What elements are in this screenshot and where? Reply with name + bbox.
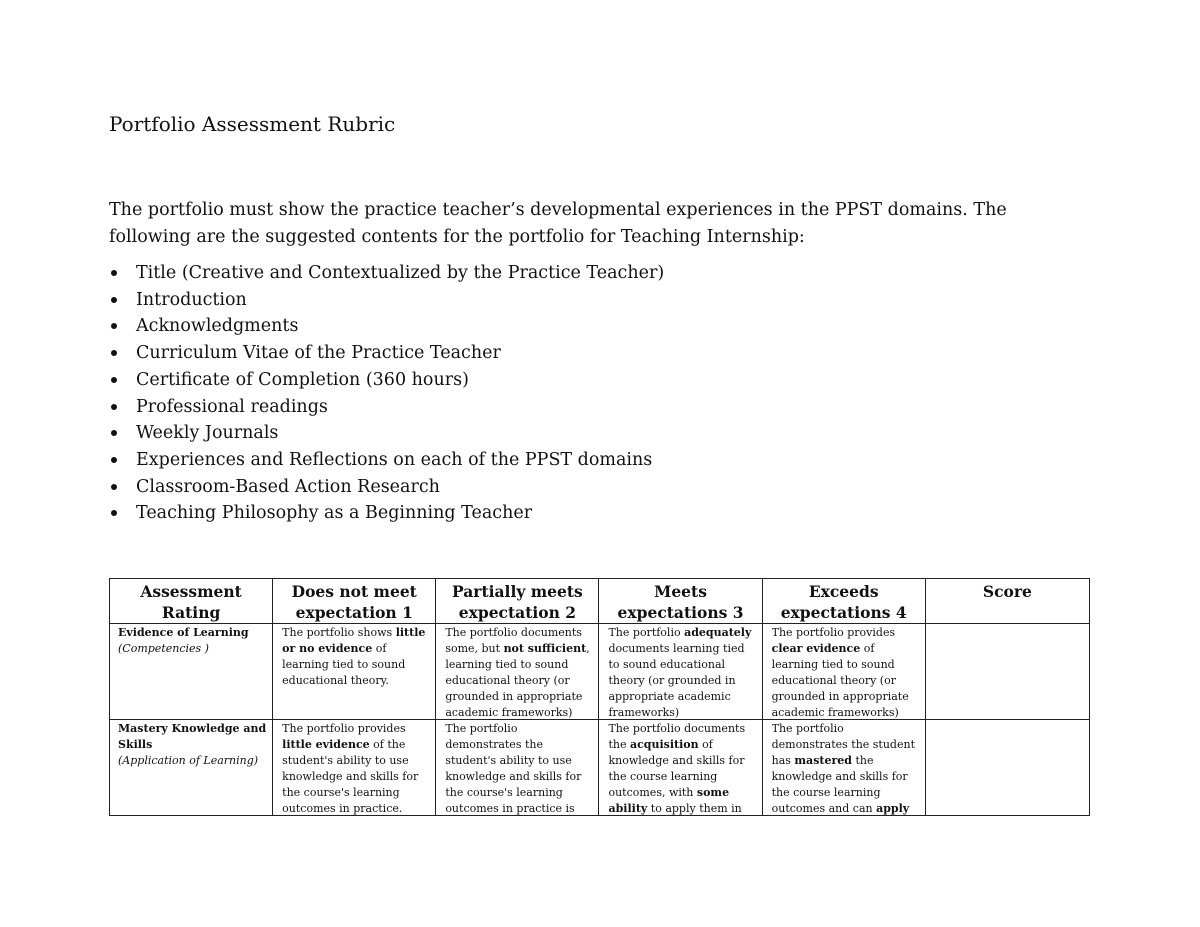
cell-text: of learning tied to sound educational theory (or grounded in appropriate academic frameworks)	[771, 642, 909, 719]
list-item: Acknowledgments	[109, 313, 664, 340]
criterion-name: Mastery Knowledge and Skills	[118, 722, 267, 751]
cell-text: to apply them in	[647, 802, 742, 815]
table-row	[110, 624, 1090, 720]
rubric-cell	[599, 720, 762, 816]
list-item: Teaching Philosophy as a Beginning Teacher	[109, 500, 664, 527]
cell-text: documents learning tied to sound educational theory (or grounded in appropriate academic frameworks)	[608, 642, 745, 719]
intro-paragraph: The portfolio must show the practice teacher’s developmental experiences in the PPST domains. The following are the suggested contents for the portfolio for Teaching Internship:	[109, 200, 1007, 247]
cell-emphasis: adequately	[684, 626, 752, 639]
cell-emphasis: some ability	[608, 786, 730, 815]
rubric-cell	[599, 624, 762, 720]
rubric-cell	[436, 624, 599, 720]
table-row	[110, 720, 1090, 816]
rubric-cell	[762, 720, 925, 816]
header-meets: Meets expectations 3	[599, 579, 762, 624]
list-item: Certificate of Completion (360 hours)	[109, 367, 664, 394]
list-item: Classroom-Based Action Research	[109, 474, 664, 501]
cell-text: The portfolio provides	[282, 722, 406, 735]
cell-text: of learning tied to sound educational theory.	[282, 642, 406, 687]
cell-text: The portfolio demonstrates the student's ability to use knowledge and skills for the course's learning outcomes in practice is	[445, 722, 582, 815]
portfolio-contents-list	[109, 260, 664, 527]
cell-emphasis: apply	[876, 802, 910, 815]
criterion-subtitle: (Application of Learning)	[118, 754, 259, 767]
rubric-table	[109, 578, 1090, 816]
cell-emphasis: acquisition	[629, 738, 699, 751]
cell-text: , learning tied to sound educational theory (or grounded in appropriate academic frameworks)	[445, 642, 590, 719]
list-item: Weekly Journals	[109, 420, 664, 447]
cell-text: of knowledge and skills for the course learning outcomes, with	[608, 738, 745, 799]
list-item: Curriculum Vitae of the Practice Teacher	[109, 340, 664, 367]
criterion-name: Evidence of Learning	[118, 626, 249, 639]
cell-emphasis: mastered	[794, 754, 852, 767]
rating-cell	[110, 720, 273, 816]
cell-text: The portfolio documents some, but	[445, 626, 582, 655]
rubric-cell	[273, 624, 436, 720]
rubric-cell	[436, 720, 599, 816]
score-cell[interactable]	[925, 624, 1089, 720]
list-item: Title (Creative and Contextualized by the Practice Teacher)	[109, 260, 664, 287]
criterion-subtitle: (Competencies )	[118, 642, 209, 655]
score-cell[interactable]	[925, 720, 1089, 816]
rubric-cell	[762, 624, 925, 720]
rubric-cell	[273, 720, 436, 816]
cell-emphasis: little or no evidence	[282, 626, 426, 655]
table-header-row	[110, 579, 1090, 624]
page-title: Portfolio Assessment Rubric	[109, 112, 396, 136]
header-does-not-meet: Does not meet expectation 1	[273, 579, 436, 624]
cell-text: of the student's ability to use knowledge and skills for the course's learning outcomes in practice.	[282, 738, 419, 815]
cell-emphasis: little evidence	[282, 738, 370, 751]
rating-cell	[110, 624, 273, 720]
cell-emphasis: not sufficient	[503, 642, 587, 655]
header-exceeds: Exceeds expectations 4	[762, 579, 925, 624]
cell-text: The portfolio shows	[282, 626, 396, 639]
cell-text: The portfolio documents the	[608, 722, 746, 751]
cell-emphasis: clear evidence	[771, 642, 861, 655]
header-partially-meets: Partially meets expectation 2	[436, 579, 599, 624]
header-assessment-rating: Assessment Rating	[110, 579, 273, 624]
cell-text: The portfolio provides	[771, 626, 896, 639]
list-item: Introduction	[109, 287, 664, 314]
cell-text: the knowledge and skills for the course learning outcomes and can	[771, 754, 908, 815]
list-item: Experiences and Reflections on each of the PPST domains	[109, 447, 664, 474]
list-item: Professional readings	[109, 394, 664, 421]
cell-text: The portfolio	[608, 626, 685, 639]
header-score: Score	[925, 579, 1089, 624]
cell-text: The portfolio demonstrates the student has	[771, 722, 915, 767]
